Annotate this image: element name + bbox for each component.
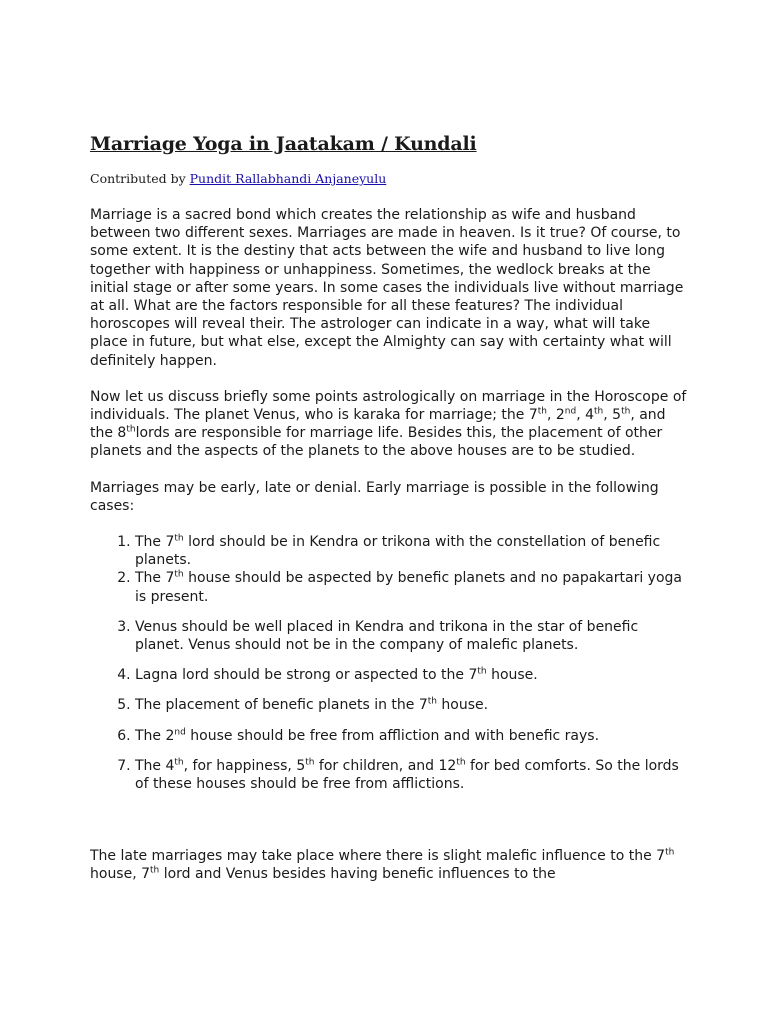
superscript: th [477, 666, 487, 677]
early-marriage-list [90, 533, 690, 793]
text-span: for children, and 12 [314, 757, 457, 774]
superscript: th [621, 406, 631, 417]
text-span: The 2 [135, 727, 175, 744]
text-span: The 7 [135, 570, 175, 587]
text-span: for bed comforts. So the lords of these houses should be free from afflictions. [135, 757, 679, 793]
text-span: lords are responsible for marriage life. Besides this, the placement of other planets and the aspects of the planets to the above houses are to be studied. [90, 425, 663, 460]
text-span: , and the 8 [90, 407, 666, 442]
superscript: th [174, 757, 184, 768]
text-span: lord should be in Kendra or trikona with the constellation of benefic planets. [135, 534, 661, 569]
superscript: th [174, 533, 184, 544]
list-item [135, 696, 690, 714]
author-link[interactable]: Pundit Rallabhandi Anjaneyulu [189, 171, 387, 186]
text-span: , 4 [576, 407, 595, 424]
venus-paragraph [90, 388, 690, 461]
list-item [135, 757, 690, 793]
text-span: , 5 [603, 407, 622, 424]
text-span: , for happiness, 5 [183, 757, 306, 774]
text-span: Lagna lord should be strong or aspected to the 7 [135, 667, 478, 684]
text-span: house should be free from affliction and with benefic rays. [185, 727, 600, 744]
intro-paragraph: Marriage is a sacred bond which creates the relationship as wife and husband between two different sexes. Marriages are made in heaven. Is it true? Of course, to some extent. It is the destiny that acts between the wife and husband to live long together with happiness or unhappiness. Sometimes, the wedlock breaks at the initial stage or after some years. In some cases the individuals live without marriage at all. What are the factors responsible for all these features? The individual horoscopes will reveal their. The astrologer can indicate in a way, what will take place in future, but what else, except the Almighty can say with certainty what will definitely happen. [90, 207, 684, 369]
contributor-line [90, 170, 690, 188]
superscript: th [174, 569, 184, 580]
text-span: house should be aspected by benefic planets and no papakartari yoga is present. [135, 570, 682, 605]
late-marriage-paragraph [90, 847, 690, 883]
superscript: th [665, 847, 675, 858]
superscript: th [427, 696, 437, 707]
superscript: th [126, 424, 136, 435]
list-item [135, 533, 690, 569]
superscript: nd [564, 406, 577, 417]
text-span: house, 7 [90, 866, 151, 883]
document-page [90, 130, 690, 884]
text-span: The late marriages may take place where there is slight malefic influence to the 7 [90, 848, 666, 865]
article-title: Marriage Yoga in Jaatakam / Kundali [90, 133, 477, 155]
text-span: The 7 [135, 534, 175, 551]
superscript: nd [174, 727, 186, 738]
text-span: , 2 [546, 407, 565, 424]
superscript: th [456, 757, 466, 768]
text-span: house. [436, 697, 489, 714]
list-item [135, 618, 690, 654]
superscript: th [594, 406, 604, 417]
list-item [135, 727, 690, 745]
list-item [135, 569, 690, 605]
superscript: th [537, 406, 547, 417]
superscript: th [305, 757, 315, 768]
text-span: The 4 [135, 757, 175, 774]
text-span: The placement of benefic planets in the 7 [135, 697, 428, 714]
contributor-prefix: Contributed by [90, 171, 190, 186]
text-span: Venus should be well placed in Kendra and trikona in the star of benefic planet. Venus should not be in the company of malefic planets. [135, 618, 639, 654]
early-marriage-paragraph: Marriages may be early, late or denial. Early marriage is possible in the following cases: [90, 479, 659, 514]
text-span: Now let us discuss briefly some points astrologically on marriage in the Horoscope of individuals. The planet Venus, who is karaka for marriage; the 7 [90, 388, 687, 424]
list-item [135, 666, 690, 684]
text-span: house. [486, 667, 538, 684]
superscript: th [150, 865, 160, 876]
text-span: lord and Venus besides having benefic influences to the [159, 866, 556, 883]
